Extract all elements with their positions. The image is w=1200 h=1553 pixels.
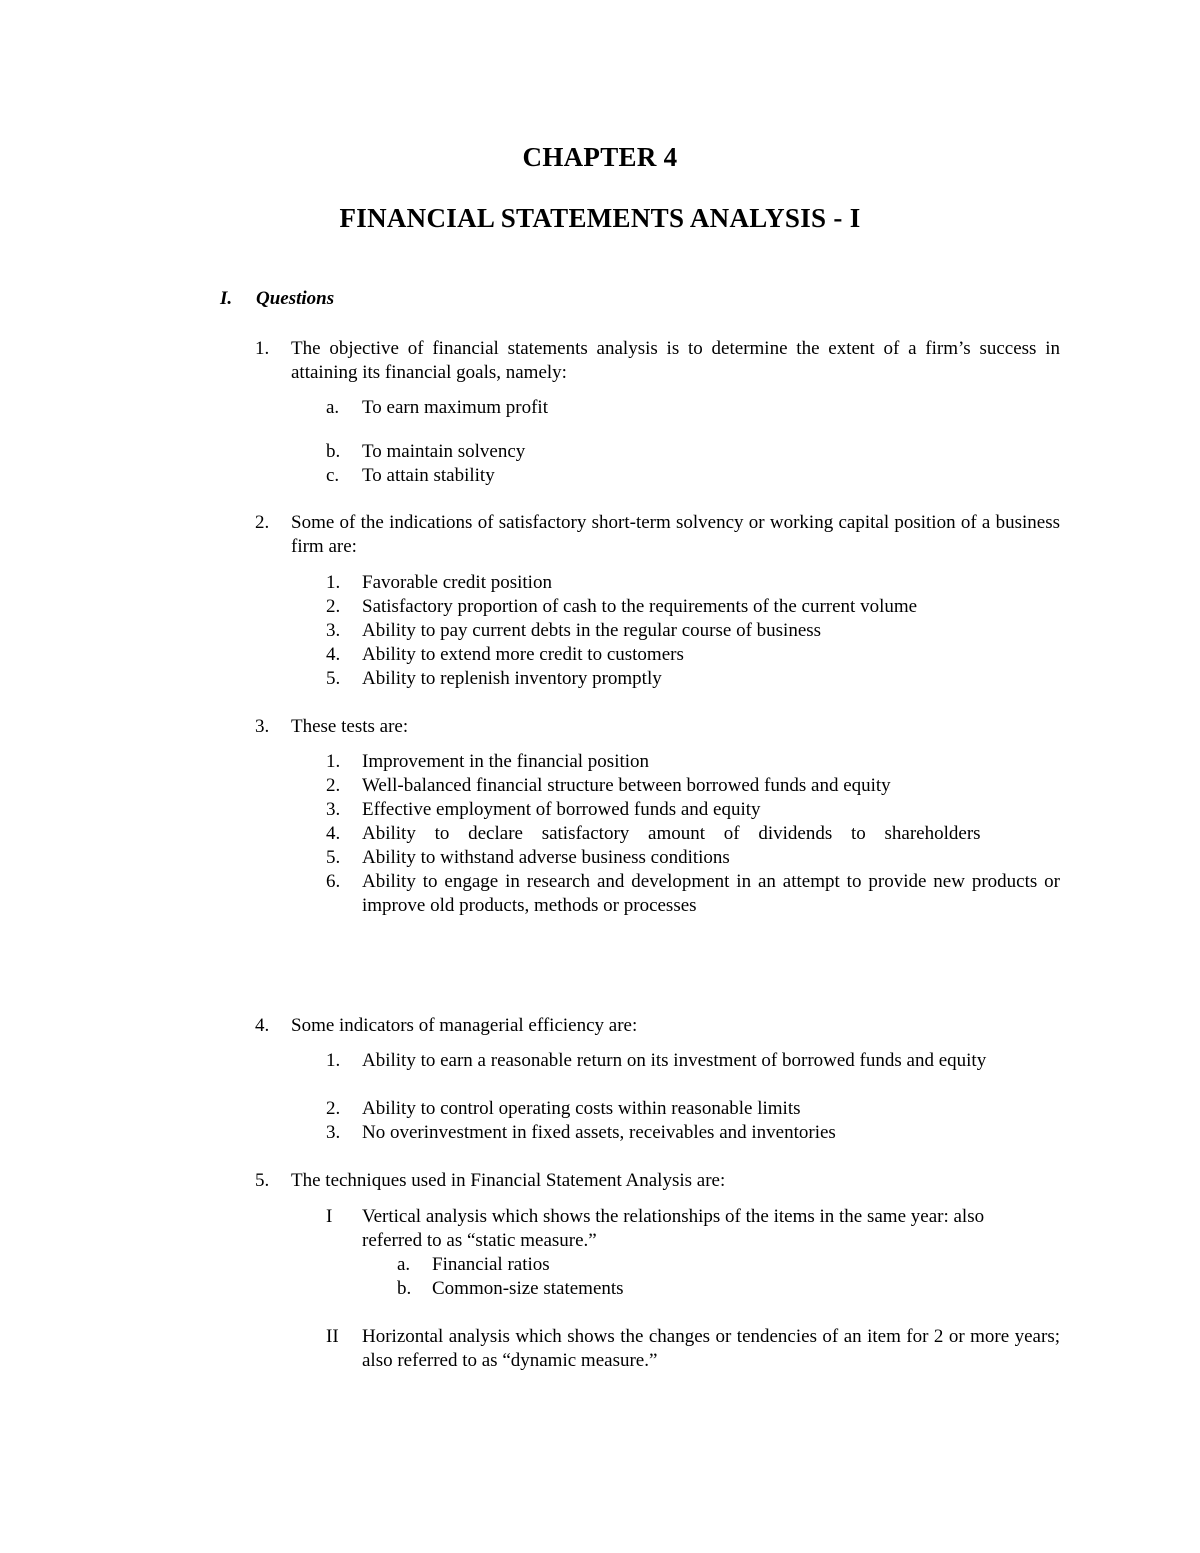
list-item-text: Ability to withstand adverse business conditions: [362, 847, 730, 868]
list-item: [326, 798, 1060, 822]
list-marker: a.: [397, 1254, 411, 1275]
question-4: [255, 1014, 1060, 1038]
list-item-text: Ability to extend more credit to customers: [362, 644, 684, 665]
list-item: [326, 774, 1060, 798]
list-item: [326, 1205, 1026, 1253]
list-item: [326, 846, 1060, 870]
list-item-text: Improvement in the financial position: [362, 751, 650, 772]
sub-list-item: [397, 1277, 1060, 1301]
list-item-text: Ability to replenish inventory promptly: [362, 668, 662, 689]
chapter-title: CHAPTER 4: [522, 142, 678, 172]
question-1: [255, 337, 1060, 385]
sub-list-item: [397, 1253, 1060, 1277]
list-marker: I: [326, 1206, 333, 1227]
list-item-text: Ability to engage in research and development in an attempt to provide new products or improve old products, methods or processes: [362, 871, 1060, 916]
list-item: [326, 822, 1060, 846]
list-marker: 3.: [326, 620, 341, 641]
question-text: Some of the indications of satisfactory short-term solvency or working capital position of a business firm are:: [291, 512, 1060, 557]
list-item-text: Financial ratios: [432, 1254, 550, 1275]
list-marker: 6.: [326, 871, 341, 892]
list-item-text: Well-balanced financial structure between borrowed funds and equity: [362, 775, 891, 796]
list-item-text: Horizontal analysis which shows the changes or tendencies of an item for 2 or more years; also referred to as “dynamic measure.”: [362, 1326, 1060, 1371]
list-item: [326, 440, 1060, 464]
list-item-text: Common-size statements: [432, 1278, 624, 1299]
list-marker: 2.: [326, 775, 341, 796]
list-item: [326, 571, 1060, 595]
question-number: 1.: [255, 338, 270, 359]
list-item-text: Ability to declare satisfactory amount of dividends to shareholders: [362, 823, 981, 844]
list-item: [326, 870, 1060, 918]
list-item-text: To attain stability: [362, 465, 495, 486]
question-2: [255, 511, 1060, 559]
list-item-text: Effective employment of borrowed funds and equity: [362, 799, 761, 820]
list-item-text: Satisfactory proportion of cash to the requirements of the current volume: [362, 596, 918, 617]
list-marker: a.: [326, 397, 340, 418]
question-number: 2.: [255, 512, 270, 533]
list-item: [326, 1121, 1060, 1145]
list-marker: 1.: [326, 1050, 341, 1071]
list-marker: 5.: [326, 847, 341, 868]
list-marker: c.: [326, 465, 340, 486]
list-marker: 2.: [326, 1098, 341, 1119]
question-text: Some indicators of managerial efficiency are:: [291, 1015, 638, 1036]
list-marker: b.: [326, 441, 341, 462]
list-item-text: Ability to control operating costs within reasonable limits: [362, 1098, 801, 1119]
list-item: [326, 464, 1060, 488]
list-item: [326, 643, 1060, 667]
question-number: 4.: [255, 1015, 270, 1036]
list-item-text: Vertical analysis which shows the relationships of the items in the same year: also referred to as “static measure.”: [362, 1206, 985, 1251]
chapter-subtitle: FINANCIAL STATEMENTS ANALYSIS - I: [339, 203, 861, 233]
list-marker: 1.: [326, 751, 341, 772]
question-number: 3.: [255, 716, 270, 737]
list-marker: b.: [397, 1278, 412, 1299]
section-title: Questions: [256, 288, 335, 309]
list-item-text: Ability to earn a reasonable return on its investment of borrowed funds and equity: [362, 1050, 987, 1071]
list-item: [326, 396, 1060, 420]
list-item-text: To earn maximum profit: [362, 397, 548, 418]
list-marker: 3.: [326, 799, 341, 820]
question-text: These tests are:: [291, 716, 409, 737]
question-3: [255, 715, 1060, 739]
question-number: 5.: [255, 1170, 270, 1191]
list-marker: 4.: [326, 644, 341, 665]
list-item: [326, 1325, 1060, 1373]
list-item: [326, 750, 1060, 774]
list-marker: 2.: [326, 596, 341, 617]
section-heading: [220, 287, 334, 311]
list-item-text: No overinvestment in fixed assets, receivables and inventories: [362, 1122, 836, 1143]
question-text: The objective of financial statements analysis is to determine the extent of a firm’s success in attaining its financial goals, namely:: [291, 338, 1060, 383]
list-marker: 4.: [326, 823, 341, 844]
list-item-text: Favorable credit position: [362, 572, 552, 593]
question-5: [255, 1169, 1060, 1193]
section-number: I.: [220, 288, 233, 309]
question-text: The techniques used in Financial Statement Analysis are:: [291, 1170, 726, 1191]
list-marker: 3.: [326, 1122, 341, 1143]
list-marker: II: [326, 1326, 339, 1347]
list-item: [326, 595, 1060, 619]
list-item-text: To maintain solvency: [362, 441, 526, 462]
list-item: [326, 619, 1060, 643]
list-item: [326, 667, 1060, 691]
list-item: [326, 1097, 1060, 1121]
list-marker: 1.: [326, 572, 341, 593]
list-item-text: Ability to pay current debts in the regular course of business: [362, 620, 822, 641]
list-marker: 5.: [326, 668, 341, 689]
list-item: [326, 1049, 1006, 1073]
